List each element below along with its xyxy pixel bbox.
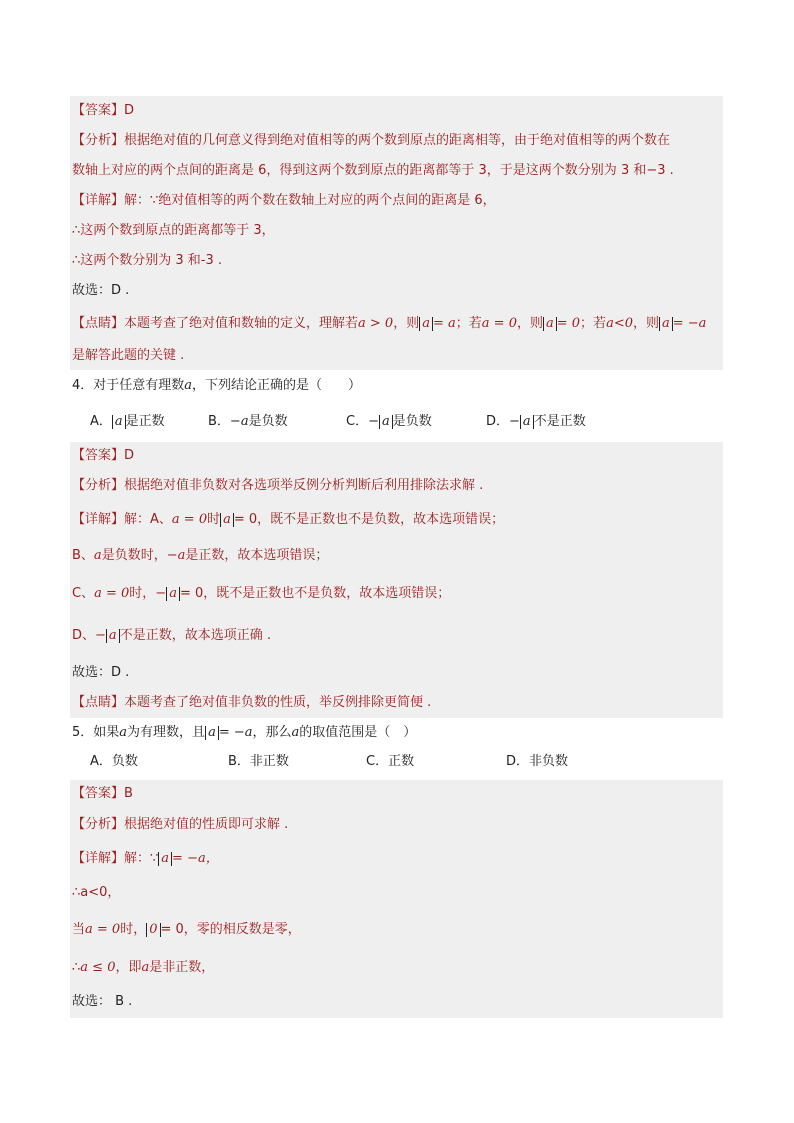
q5-option-d: D．非负数: [506, 754, 569, 769]
abs-value-a: a: [379, 415, 393, 429]
q4-detail1-math: a = 0: [171, 512, 208, 527]
q4-detail3-math: a = 0: [94, 586, 130, 601]
q4-option-b: [208, 402, 346, 442]
q3-comment-math6: = −a: [672, 316, 707, 331]
q5-stem: [70, 718, 723, 748]
q4-options: [70, 402, 723, 442]
q4-detail1-part1: 【详解】解：A、: [72, 512, 172, 527]
q5-detail3-part2: 时，: [120, 922, 147, 937]
q5-analysis: 【分析】根据绝对值的性质即可求解 .: [72, 817, 289, 832]
q5-detail-line2: ∴a<0，: [72, 885, 121, 900]
q5-detail4-part1: ∴: [72, 960, 81, 975]
q4-detail1-part3: = 0，既不是正数也不是负数，故本选项错误；: [233, 512, 505, 527]
q4-detail3-part2: 时，: [129, 586, 156, 601]
q4-option-b-math: −a: [229, 414, 249, 429]
q4-detail2-part2: 是负数时，: [101, 548, 167, 563]
q3-comment-part1: 【点睛】本题考查了绝对值和数轴的定义，理解若: [72, 316, 359, 331]
q5-option-c: C．正数: [366, 754, 415, 769]
q4-detail2-part1: B、: [72, 548, 94, 563]
q4-option-d-text: 不是正数: [533, 414, 586, 429]
q4-detail-line2: [70, 538, 723, 574]
q4-choose: 故选：D .: [72, 665, 130, 680]
q4-option-c-label: C．: [346, 414, 369, 429]
q5-detail-line4: [70, 950, 723, 986]
q4-detail-line1: [70, 502, 723, 538]
q5-detail4-math: a ≤ 0: [80, 960, 116, 975]
q4-option-b-label: B．: [208, 414, 230, 429]
abs-value-a: a: [220, 513, 234, 527]
q5-solution-block: [70, 780, 723, 1018]
q5-detail4-var: a: [141, 960, 150, 975]
abs-value-a: a: [106, 629, 120, 643]
q4-stem-part2: ，下列结论正确的是（ ）: [192, 378, 362, 393]
q3-comment-part6: ，则: [632, 316, 659, 331]
q5-stem-part2: 为有理数，且: [127, 725, 206, 740]
abs-value-a: a: [158, 852, 172, 866]
abs-value-a: a: [659, 317, 673, 331]
abs-value-a: a: [543, 317, 557, 331]
q4-answer: 【答案】D: [72, 448, 135, 463]
q5-detail3-part1: 当: [72, 922, 86, 937]
q3-comment-line2: 是解答此题的关键 .: [72, 348, 185, 363]
q5-stem-var2: a: [291, 725, 300, 740]
q3-detail-line1: 【详解】解：∵绝对值相等的两个数在数轴上对应的两个点间的距离是 6，: [72, 193, 496, 208]
document-page: [70, 96, 723, 1018]
abs-value-a: a: [166, 587, 180, 601]
q5-stem-part4: 的取值范围是（ ）: [299, 725, 417, 740]
q3-comment-part4: ，则: [516, 316, 543, 331]
q4-detail2-part3: 是正数，故本选项错误；: [185, 548, 329, 563]
q4-detail-line4: D、− a 不是正数，故本选项正确 .: [72, 628, 271, 643]
q3-comment-math2: = a: [432, 316, 456, 331]
q4-option-c-text: 是负数: [392, 414, 432, 429]
q3-comment-math5: a<0: [606, 316, 633, 331]
q3-analysis-line2-tail: −3 .: [646, 163, 674, 178]
q5-detail-line3: [70, 910, 723, 950]
q5-option-b: B．非正数: [228, 754, 289, 769]
q4-detail4-part1: D、: [72, 628, 96, 643]
q4-option-d: D．− a 不是正数: [486, 414, 586, 429]
q4-comment: 【点睛】本题考查了绝对值非负数的性质，举反例排除更简便 .: [72, 695, 432, 710]
q3-choose: 故选：D .: [72, 283, 130, 298]
abs-value-zero: 0: [146, 923, 160, 937]
q5-stem-part1: 5．如果: [72, 725, 120, 740]
q4-stem-var: a: [184, 378, 193, 393]
q4-stem-part1: 4．对于任意有理数: [72, 378, 185, 393]
q4-stem: [70, 370, 723, 402]
q4-detail2-math: −a: [166, 548, 186, 563]
q5-detail4-part3: 是非正数，: [149, 960, 215, 975]
q3-comment-line1: [70, 306, 723, 342]
q3-comment-math4: = 0: [556, 316, 581, 331]
q3-comment-part3: ；若: [455, 316, 482, 331]
q5-detail3-math: a = 0: [85, 922, 121, 937]
q3-analysis-line1: 【分析】根据绝对值的几何意义得到绝对值相等的两个数到原点的距离相等，由于绝对值相等的两个数在: [72, 133, 671, 148]
abs-value-a: a: [205, 726, 219, 740]
q4-detail3-part1: C、: [72, 586, 95, 601]
abs-value-a: a: [520, 415, 534, 429]
q3-analysis-line2: [70, 156, 723, 186]
q5-detail1-math: = −a，: [172, 851, 219, 866]
q3-analysis-line2-text: 数轴上对应的两个点间的距离是 6，得到这两个数到原点的距离都等于 3，于是这两个数分别为 3 和: [72, 163, 647, 178]
abs-value-a: a: [112, 415, 126, 429]
q5-option-a: A．负数: [90, 754, 138, 769]
q4-detail-line3: C、a = 0时，− a = 0，既不是正数也不是负数，故本选项错误；: [72, 586, 451, 601]
q4-analysis: 【分析】根据绝对值非负数对各选项举反例分析判断后利用排除法求解 .: [72, 478, 484, 493]
q4-option-c: C．− a 是负数: [346, 414, 432, 429]
q5-detail1-part1: 【详解】解：∵: [72, 851, 159, 866]
q3-detail-line3: ∴这两个数分别为 3 和-3 .: [72, 253, 223, 268]
q4-detail3-part3: = 0，既不是正数也不是负数，故本选项错误；: [179, 586, 451, 601]
q4-detail2-var: a: [93, 548, 102, 563]
q5-answer: 【答案】B: [72, 786, 133, 801]
q4-option-d-label: D．: [486, 414, 510, 429]
q3-answer: 【答案】D: [72, 103, 135, 118]
q3-detail-line2: ∴这两个数到原点的距离都等于 3，: [72, 223, 275, 238]
q3-comment-math1: a > 0: [358, 316, 394, 331]
q4-solution-block: [70, 442, 723, 718]
q3-comment-part5: ；若: [580, 316, 607, 331]
q5-detail-line1: [70, 842, 723, 876]
q5-choose: 故选： B .: [72, 994, 133, 1009]
q3-comment-part2: ，则: [393, 316, 420, 331]
q5-stem-var1: a: [119, 725, 128, 740]
q4-option-a-label: A．: [90, 414, 112, 429]
q5-stem-math: = −a: [218, 725, 253, 740]
q3-solution-block: [70, 96, 723, 370]
q5-detail3-part3: = 0，零的相反数是零，: [160, 922, 301, 937]
q5-stem-part3: ，那么: [252, 725, 292, 740]
q4-detail4-part2: 不是正数，故本选项正确 .: [119, 628, 271, 643]
q4-detail1-part2: 时: [207, 512, 221, 527]
abs-value-a: a: [419, 317, 433, 331]
q3-comment-math3: a = 0: [481, 316, 517, 331]
q5-detail4-part2: ，即: [115, 960, 142, 975]
q4-option-a-text: 是正数: [125, 414, 165, 429]
q5-options: [70, 748, 723, 776]
q4-option-b-text: 是负数: [248, 414, 288, 429]
q4-option-a: [90, 402, 208, 442]
